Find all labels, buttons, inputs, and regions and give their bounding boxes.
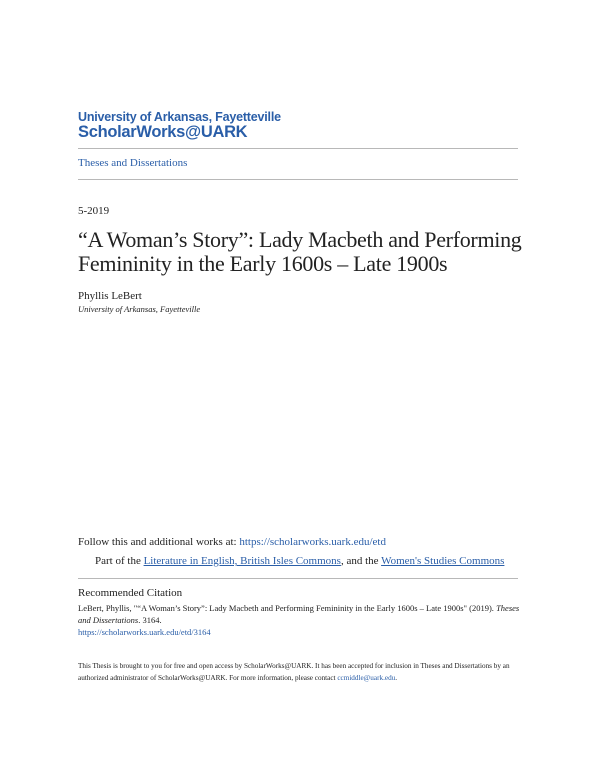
publication-date: 5-2019	[78, 205, 110, 217]
document-title: “A Woman’s Story”: Lady Macbeth and Performing Femininity in the Early 1600s – Late 1900s	[78, 227, 522, 276]
citation-url-link[interactable]: https://scholarworks.uark.edu/etd/3164	[78, 627, 211, 637]
divider-bottom	[78, 179, 518, 180]
part-of-prefix: Part of the	[95, 555, 144, 567]
follow-prefix: Follow this and additional works at:	[78, 536, 240, 548]
contact-email-link[interactable]: ccmiddle@uark.edu	[337, 674, 396, 682]
citation-number: . 3164.	[138, 615, 162, 625]
citation-text: LeBert, Phyllis, "“A Woman’s Story”: Lady Macbeth and Performing Femininity in the Early 1600s – Late 1900s" (2019).	[78, 603, 497, 613]
repository-name[interactable]: ScholarWorks@UARK	[78, 123, 248, 141]
citation-heading: Recommended Citation	[78, 587, 183, 599]
follow-url-link[interactable]: https://scholarworks.uark.edu/etd	[239, 536, 386, 548]
part-of-line	[95, 555, 504, 567]
citation-body	[78, 602, 522, 638]
literature-commons-link[interactable]: Literature in English, British Isles Commons	[143, 555, 341, 567]
citation-series: Theses and Dissertations	[78, 603, 520, 625]
divider-citation	[78, 578, 518, 579]
author-affiliation: University of Arkansas, Fayetteville	[78, 304, 201, 314]
collection-link[interactable]: Theses and Dissertations	[78, 157, 188, 169]
part-of-middle: , and the	[340, 555, 382, 567]
access-end: .	[395, 674, 398, 682]
womens-studies-commons-link[interactable]: Women's Studies Commons	[381, 555, 505, 567]
follow-line	[78, 536, 386, 548]
access-text: This Thesis is brought to you for free and open access by ScholarWorks@UARK. It has been accepted for inclusion in Theses and Dissertations by an authorized administrator of ScholarWorks@UARK. For more information, please contact	[78, 662, 510, 682]
author-name: Phyllis LeBert	[78, 290, 142, 302]
access-statement	[78, 660, 522, 684]
institution-name: University of Arkansas, Fayetteville	[78, 110, 281, 124]
divider-top	[78, 148, 518, 149]
